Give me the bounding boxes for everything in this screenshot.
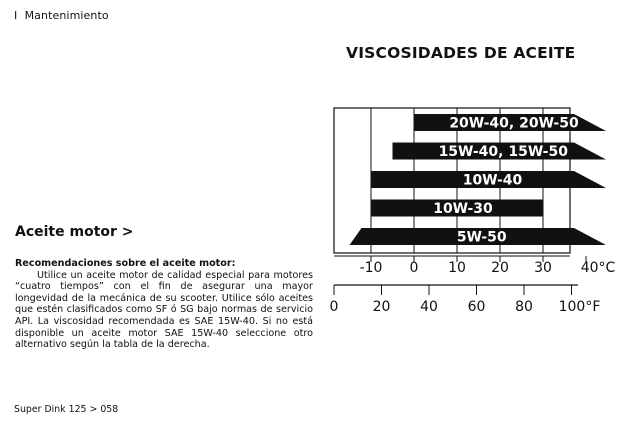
section-marker: I	[14, 9, 18, 22]
section-title: Mantenimiento	[24, 9, 109, 22]
chart-title: VISCOSIDADES DE ACEITE	[346, 44, 576, 62]
celsius-tick-label: 10	[448, 260, 466, 276]
celsius-tick-label: 30	[534, 260, 552, 276]
recommendations-paragraph: Utilice un aceite motor de calidad especial para motores “cuatro tiempos” con el fin de asegurar una mayor longevidad de la mecánica de su scooter. Utilice sólo aceites que estén clasificados como SF ó SG bajo normas de servicio API. La viscosidad recomendada es SAE 15W-40. Si no está disponible un aceite motor SAE 15W-40 seleccione otro alternativo según la tabla de la derecha.	[15, 269, 313, 351]
page-footer: Super Dink 125 > 058	[14, 404, 119, 415]
bar-label: 5W-50	[456, 229, 507, 246]
bar-label: 15W-40, 15W-50	[438, 144, 568, 160]
fahrenheit-tick-label: 0	[329, 299, 339, 315]
fahrenheit-tick-label: 80	[515, 299, 533, 315]
fahrenheit-tick-label: 100°F	[558, 299, 601, 315]
bar-label: 20W-40, 20W-50	[449, 115, 579, 132]
celsius-tick-label: 40°C	[580, 260, 616, 276]
recommendations-subheading: Recomendaciones sobre el aceite motor:	[15, 258, 236, 269]
celsius-tick-label: 0	[409, 260, 419, 276]
celsius-tick-label: -10	[359, 260, 383, 276]
fahrenheit-tick-label: 20	[372, 299, 391, 315]
section-heading: Aceite motor >	[15, 224, 134, 240]
bar-label: 10W-40	[462, 172, 523, 189]
fahrenheit-tick-label: 60	[467, 299, 486, 315]
bar-label: 10W-30	[433, 201, 493, 217]
fahrenheit-tick-label: 40	[420, 299, 438, 315]
celsius-tick-label: 20	[491, 260, 509, 276]
body-text	[15, 258, 313, 351]
